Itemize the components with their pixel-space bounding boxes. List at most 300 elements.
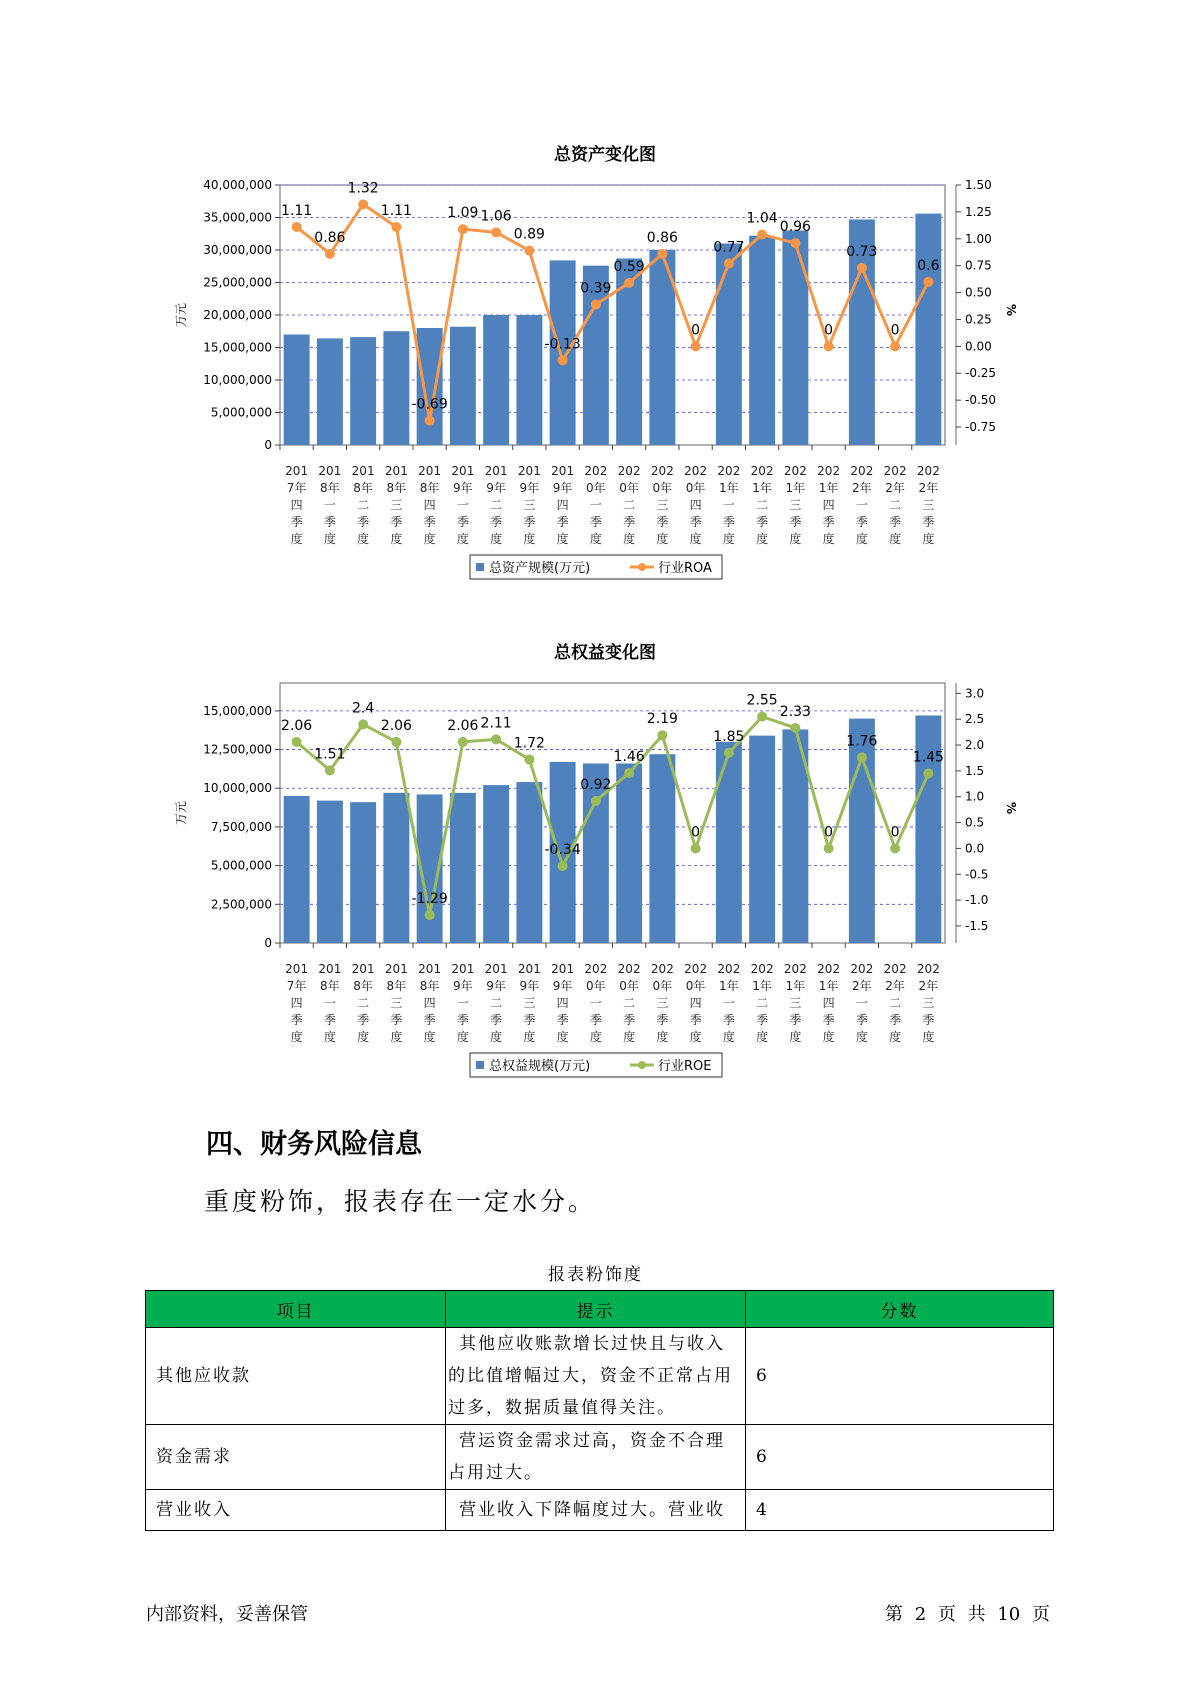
x-tick-label: 1年: [785, 979, 806, 993]
data-label: 1.09: [447, 205, 479, 222]
footer-note: 内部资料，妥善保管: [146, 1604, 308, 1625]
table-row: [146, 1490, 1054, 1531]
line-point: [923, 768, 933, 778]
left-tick-label: 2,500,000: [210, 897, 272, 912]
x-tick-label: 季: [855, 515, 868, 529]
data-label: 2.19: [646, 711, 678, 728]
right-tick-label: 0.00: [965, 339, 992, 354]
x-tick-label: 202: [684, 464, 708, 478]
x-tick-label: 201: [551, 464, 575, 478]
x-tick-label: 季: [623, 1013, 636, 1027]
x-tick-label: 1年: [818, 481, 839, 495]
x-tick-label: 季: [922, 1013, 935, 1027]
x-tick-label: 季: [390, 515, 403, 529]
x-tick-label: 9年: [453, 481, 473, 495]
line-point: [857, 752, 867, 762]
data-label: -0.34: [544, 841, 581, 858]
right-tick-label: 3.0: [965, 686, 985, 701]
bar: [383, 331, 409, 445]
x-tick-label: 一: [855, 996, 868, 1010]
x-tick-label: 度: [556, 1030, 569, 1044]
data-label: 0.89: [513, 226, 545, 243]
x-tick-label: 季: [656, 1013, 669, 1027]
line-point: [325, 249, 335, 259]
data-label: 2.33: [779, 703, 811, 720]
legend-line-marker: [638, 563, 646, 571]
line-point: [923, 277, 933, 287]
x-tick-label: 度: [357, 532, 370, 546]
bar: [716, 244, 742, 446]
x-tick-label: 2年: [885, 979, 905, 993]
x-tick-label: 9年: [519, 481, 540, 495]
data-label: 1.32: [347, 180, 379, 197]
x-tick-label: 度: [423, 1030, 436, 1044]
x-tick-label: 季: [789, 515, 802, 529]
risk-table: [145, 1290, 1054, 1531]
bar: [516, 315, 542, 445]
x-tick-label: 二: [889, 996, 902, 1010]
table-cell-item: 资金需求: [146, 1425, 446, 1490]
x-tick-label: 8年: [320, 979, 340, 993]
x-tick-label: 2年: [852, 979, 872, 993]
x-tick-label: 一: [323, 996, 336, 1010]
x-tick-label: 四: [423, 498, 436, 512]
x-tick-label: 1年: [752, 481, 772, 495]
x-tick-label: 度: [822, 1030, 835, 1044]
x-tick-label: 季: [290, 515, 303, 529]
x-tick-label: 度: [390, 532, 403, 546]
line-point: [857, 263, 867, 273]
x-tick-label: 202: [684, 962, 708, 976]
line-point: [524, 755, 534, 765]
data-label: 2.06: [447, 717, 479, 734]
total-equity-chart-svg: [0, 633, 1191, 1093]
x-tick-label: 202: [584, 962, 608, 976]
line-point: [458, 224, 468, 234]
x-tick-label: 二: [889, 498, 902, 512]
section-paragraph: 重度粉饰，报表存在一定水分。: [204, 1187, 597, 1216]
bar: [749, 736, 775, 943]
left-tick-label: 15,000,000: [203, 340, 272, 355]
x-tick-label: 度: [323, 1030, 336, 1044]
x-tick-label: 7年: [286, 979, 307, 993]
x-tick-label: 9年: [486, 979, 506, 993]
x-tick-label: 度: [922, 532, 935, 546]
x-tick-label: 8年: [386, 979, 407, 993]
x-tick-label: 度: [756, 532, 769, 546]
data-label: 0.59: [613, 258, 645, 275]
x-tick-label: 度: [855, 532, 868, 546]
x-tick-label: 度: [889, 1030, 902, 1044]
table-header: 提示: [446, 1291, 746, 1328]
x-tick-label: 202: [850, 962, 874, 976]
data-label: 0.77: [713, 239, 745, 256]
data-label: 0.96: [779, 219, 811, 236]
x-tick-label: 一: [456, 498, 469, 512]
line-point: [358, 719, 368, 729]
x-tick-label: 度: [589, 1030, 602, 1044]
x-tick-label: 201: [384, 464, 408, 478]
right-tick-label: 0.0: [965, 841, 985, 856]
x-tick-label: 二: [623, 498, 636, 512]
x-tick-label: 度: [722, 1030, 735, 1044]
line-point: [790, 723, 800, 733]
bar: [284, 335, 310, 446]
x-tick-label: 202: [850, 464, 874, 478]
x-tick-label: 9年: [552, 979, 573, 993]
x-tick-label: 201: [484, 464, 508, 478]
x-tick-label: 9年: [486, 481, 506, 495]
left-tick-label: 7,500,000: [210, 819, 272, 834]
x-tick-label: 度: [390, 1030, 403, 1044]
x-tick-label: 8年: [320, 481, 340, 495]
left-tick-label: 0: [264, 936, 272, 950]
x-tick-label: 季: [456, 1013, 469, 1027]
x-tick-label: 三: [789, 498, 802, 512]
x-tick-label: 二: [490, 996, 503, 1010]
x-tick-label: 二: [756, 498, 769, 512]
data-label: 0.86: [646, 229, 678, 246]
legend-bar-label: 总权益规模(万元): [489, 1059, 591, 1074]
data-label: 1.46: [613, 748, 645, 765]
x-tick-label: 1年: [752, 979, 772, 993]
x-tick-label: 度: [423, 532, 436, 546]
line-point: [724, 748, 734, 758]
left-tick-label: 10,000,000: [203, 373, 272, 387]
line-point: [657, 730, 667, 740]
right-tick-label: 0.25: [965, 312, 992, 327]
x-tick-label: 季: [656, 515, 669, 529]
table-caption: 报表粉饰度: [548, 1265, 643, 1285]
section-heading: 四、财务风险信息: [206, 1129, 422, 1160]
right-tick-label: -0.5: [965, 867, 989, 882]
data-label: 0.39: [580, 280, 612, 297]
bar: [516, 782, 542, 943]
bar: [483, 785, 509, 943]
x-tick-label: 度: [456, 1030, 469, 1044]
x-tick-label: 度: [656, 1030, 669, 1044]
line-point: [391, 222, 401, 232]
x-tick-label: 1年: [719, 979, 739, 993]
data-label: 1.06: [480, 208, 512, 225]
x-tick-label: 201: [351, 962, 375, 976]
x-tick-label: 202: [817, 962, 841, 976]
x-tick-label: 季: [456, 515, 469, 529]
bar: [284, 796, 310, 943]
x-tick-label: 202: [916, 962, 940, 976]
x-tick-label: 季: [722, 1013, 735, 1027]
right-tick-label: -0.75: [965, 420, 997, 435]
data-label: 1.51: [314, 746, 346, 763]
x-tick-label: 202: [750, 962, 774, 976]
left-tick-label: 25,000,000: [203, 275, 272, 290]
right-tick-label: 1.50: [965, 178, 992, 192]
x-tick-label: 季: [490, 1013, 503, 1027]
x-tick-label: 202: [883, 962, 907, 976]
x-tick-label: 季: [357, 515, 370, 529]
total-assets-chart-svg: [0, 135, 1191, 595]
x-tick-label: 8年: [419, 481, 440, 495]
line-point: [491, 734, 501, 744]
x-tick-label: 8年: [353, 979, 373, 993]
legend-bar-swatch: [476, 563, 484, 571]
x-tick-label: 0年: [586, 979, 606, 993]
table-header-row: [146, 1291, 1054, 1328]
x-tick-label: 度: [789, 1030, 802, 1044]
data-label: 0: [691, 824, 701, 841]
x-tick-label: 202: [617, 464, 641, 478]
table-cell-item: 其他应收款: [146, 1328, 446, 1425]
x-tick-label: 四: [689, 498, 702, 512]
x-tick-label: 201: [318, 962, 342, 976]
data-label: 0: [890, 322, 900, 339]
bar: [550, 260, 576, 445]
x-tick-label: 2年: [852, 481, 872, 495]
legend-line-label: 行业ROE: [658, 1059, 712, 1074]
line-point: [790, 238, 800, 248]
x-tick-label: 201: [285, 464, 309, 478]
line-point: [890, 341, 900, 351]
x-tick-label: 季: [523, 515, 536, 529]
x-tick-label: 四: [822, 996, 835, 1010]
x-tick-label: 201: [384, 962, 408, 976]
x-tick-label: 四: [290, 498, 303, 512]
x-tick-label: 202: [916, 464, 940, 478]
table-cell-hint: 其他应收账款增长过快且与收入的比值增幅过大，资金不正常占用过多，数据质量值得关注。: [446, 1328, 746, 1425]
x-tick-label: 三: [922, 498, 935, 512]
x-tick-label: 季: [623, 515, 636, 529]
x-tick-label: 一: [722, 996, 735, 1010]
x-tick-label: 201: [451, 464, 475, 478]
x-tick-label: 202: [650, 962, 674, 976]
left-tick-label: 0: [264, 438, 272, 452]
table-row: [146, 1328, 1054, 1425]
x-tick-label: 度: [756, 1030, 769, 1044]
legend-bar-label: 总资产规模(万元): [489, 561, 591, 576]
x-tick-label: 季: [523, 1013, 536, 1027]
x-tick-label: 季: [323, 1013, 336, 1027]
chart-title: 总权益变化图: [554, 643, 656, 663]
x-tick-label: 7年: [286, 481, 307, 495]
right-tick-label: -1.0: [965, 893, 989, 908]
bar: [749, 236, 775, 445]
x-tick-label: 季: [822, 515, 835, 529]
x-tick-label: 季: [889, 1013, 902, 1027]
right-tick-label: 1.5: [965, 763, 985, 778]
x-tick-label: 季: [390, 1013, 403, 1027]
x-tick-label: 一: [589, 498, 602, 512]
x-tick-label: 9年: [519, 979, 540, 993]
x-tick-label: 二: [357, 498, 370, 512]
data-label: 1.45: [912, 749, 944, 766]
line-point: [757, 712, 767, 722]
data-label: 2.4: [351, 700, 375, 717]
table-row: [146, 1425, 1054, 1490]
bar: [915, 214, 941, 445]
right-tick-label: 1.25: [965, 204, 992, 219]
line-point: [425, 416, 435, 426]
bar: [616, 763, 642, 943]
x-tick-label: 1年: [719, 481, 739, 495]
legend-line-marker: [638, 1061, 646, 1069]
table-cell-hint: 营运资金需求过高，资金不合理占用过大。: [446, 1425, 746, 1490]
x-tick-label: 季: [822, 1013, 835, 1027]
x-tick-label: 0年: [619, 481, 639, 495]
legend-line-label: 行业ROA: [658, 561, 712, 576]
line-point: [724, 259, 734, 269]
x-tick-label: 度: [922, 1030, 935, 1044]
table-cell-hint: 营业收入下降幅度过大。营业收: [446, 1490, 746, 1531]
bar: [483, 315, 509, 445]
x-tick-label: 季: [323, 515, 336, 529]
x-tick-label: 一: [456, 996, 469, 1010]
x-tick-label: 0年: [652, 481, 673, 495]
bar: [350, 337, 376, 445]
x-tick-label: 三: [789, 996, 802, 1010]
x-tick-label: 度: [490, 532, 503, 546]
line-point: [292, 222, 302, 232]
bar: [350, 802, 376, 943]
x-tick-label: 一: [855, 498, 868, 512]
data-label: -0.69: [411, 396, 448, 413]
total-equity-chart: [0, 633, 1191, 1093]
x-tick-label: 0年: [652, 979, 673, 993]
left-tick-label: 40,000,000: [203, 178, 272, 192]
right-axis-label: %: [1004, 303, 1018, 317]
x-tick-label: 8年: [419, 979, 440, 993]
x-tick-label: 度: [822, 532, 835, 546]
bar: [716, 742, 742, 943]
line-point: [624, 278, 634, 288]
x-tick-label: 201: [517, 962, 541, 976]
x-tick-label: 季: [423, 1013, 436, 1027]
x-tick-label: 四: [556, 498, 569, 512]
line-point: [358, 199, 368, 209]
x-tick-label: 季: [357, 1013, 370, 1027]
left-tick-label: 5,000,000: [210, 858, 272, 873]
x-tick-label: 度: [556, 532, 569, 546]
bar: [782, 231, 808, 446]
line-point: [558, 861, 568, 871]
bar: [317, 801, 343, 943]
x-tick-label: 二: [490, 498, 503, 512]
x-tick-label: 1年: [818, 979, 839, 993]
line-point: [391, 737, 401, 747]
data-label: 1.72: [513, 735, 545, 752]
x-tick-label: 0年: [586, 481, 606, 495]
x-tick-label: 0年: [685, 481, 706, 495]
line-point: [824, 341, 834, 351]
x-tick-label: 0年: [685, 979, 706, 993]
table-cell-score: 6: [746, 1425, 1054, 1490]
x-tick-label: 三: [656, 996, 669, 1010]
x-tick-label: 1年: [785, 481, 806, 495]
line-point: [491, 227, 501, 237]
right-tick-label: 0.50: [965, 285, 992, 300]
data-label: 0: [890, 824, 900, 841]
x-tick-label: 201: [451, 962, 475, 976]
bar: [450, 793, 476, 943]
line-point: [558, 355, 568, 365]
chart-title: 总资产变化图: [554, 145, 656, 165]
left-tick-label: 15,000,000: [203, 703, 272, 718]
data-label: 1.11: [380, 202, 412, 219]
right-tick-label: 2.0: [965, 738, 985, 753]
right-tick-label: -0.50: [965, 393, 997, 408]
x-tick-label: 三: [390, 498, 403, 512]
line-point: [824, 843, 834, 853]
left-axis-label: 万元: [174, 800, 188, 826]
table-cell-score: 6: [746, 1328, 1054, 1425]
x-tick-label: 0年: [619, 979, 639, 993]
line-point: [591, 299, 601, 309]
data-label: 2.11: [480, 715, 512, 732]
x-tick-label: 季: [689, 1013, 702, 1027]
x-tick-label: 度: [523, 532, 536, 546]
x-tick-label: 季: [889, 515, 902, 529]
x-tick-label: 度: [623, 532, 636, 546]
total-assets-chart: [0, 135, 1191, 595]
x-tick-label: 202: [717, 962, 741, 976]
x-tick-label: 季: [922, 515, 935, 529]
bar: [849, 719, 875, 943]
x-tick-label: 201: [318, 464, 342, 478]
data-label: 0: [691, 322, 701, 339]
x-tick-label: 201: [484, 962, 508, 976]
x-tick-label: 202: [650, 464, 674, 478]
x-tick-label: 季: [556, 515, 569, 529]
data-label: 0.73: [846, 243, 878, 260]
right-tick-label: 2.5: [965, 712, 985, 727]
x-tick-label: 度: [889, 532, 902, 546]
x-tick-label: 度: [623, 1030, 636, 1044]
x-tick-label: 季: [423, 515, 436, 529]
x-tick-label: 度: [290, 532, 303, 546]
bar: [450, 327, 476, 445]
data-label: 2.06: [281, 717, 313, 734]
x-tick-label: 202: [817, 464, 841, 478]
left-tick-label: 35,000,000: [203, 210, 272, 225]
x-tick-label: 季: [490, 515, 503, 529]
line-point: [890, 843, 900, 853]
x-tick-label: 度: [490, 1030, 503, 1044]
x-tick-label: 三: [523, 996, 536, 1010]
left-tick-label: 20,000,000: [203, 308, 272, 322]
right-tick-label: 0.5: [965, 815, 985, 830]
line-point: [458, 737, 468, 747]
x-tick-label: 四: [689, 996, 702, 1010]
table-cell-score: 4: [746, 1490, 1054, 1531]
data-label: 1.85: [713, 728, 745, 745]
x-tick-label: 度: [290, 1030, 303, 1044]
x-tick-label: 202: [717, 464, 741, 478]
data-label: 2.55: [746, 692, 778, 709]
bar: [317, 338, 343, 445]
data-label: 1.76: [846, 733, 878, 750]
x-tick-label: 度: [523, 1030, 536, 1044]
right-tick-label: 1.0: [965, 789, 985, 804]
page-number: 第 2 页 共 10 页: [885, 1604, 1050, 1625]
line-point: [325, 765, 335, 775]
x-tick-label: 季: [756, 1013, 769, 1027]
x-tick-label: 度: [656, 532, 669, 546]
left-tick-label: 30,000,000: [203, 243, 272, 257]
x-tick-label: 202: [783, 962, 807, 976]
right-tick-label: 1.00: [965, 231, 992, 246]
x-tick-label: 四: [822, 498, 835, 512]
data-label: -1.29: [411, 891, 448, 908]
right-tick-label: 0.75: [965, 258, 992, 273]
